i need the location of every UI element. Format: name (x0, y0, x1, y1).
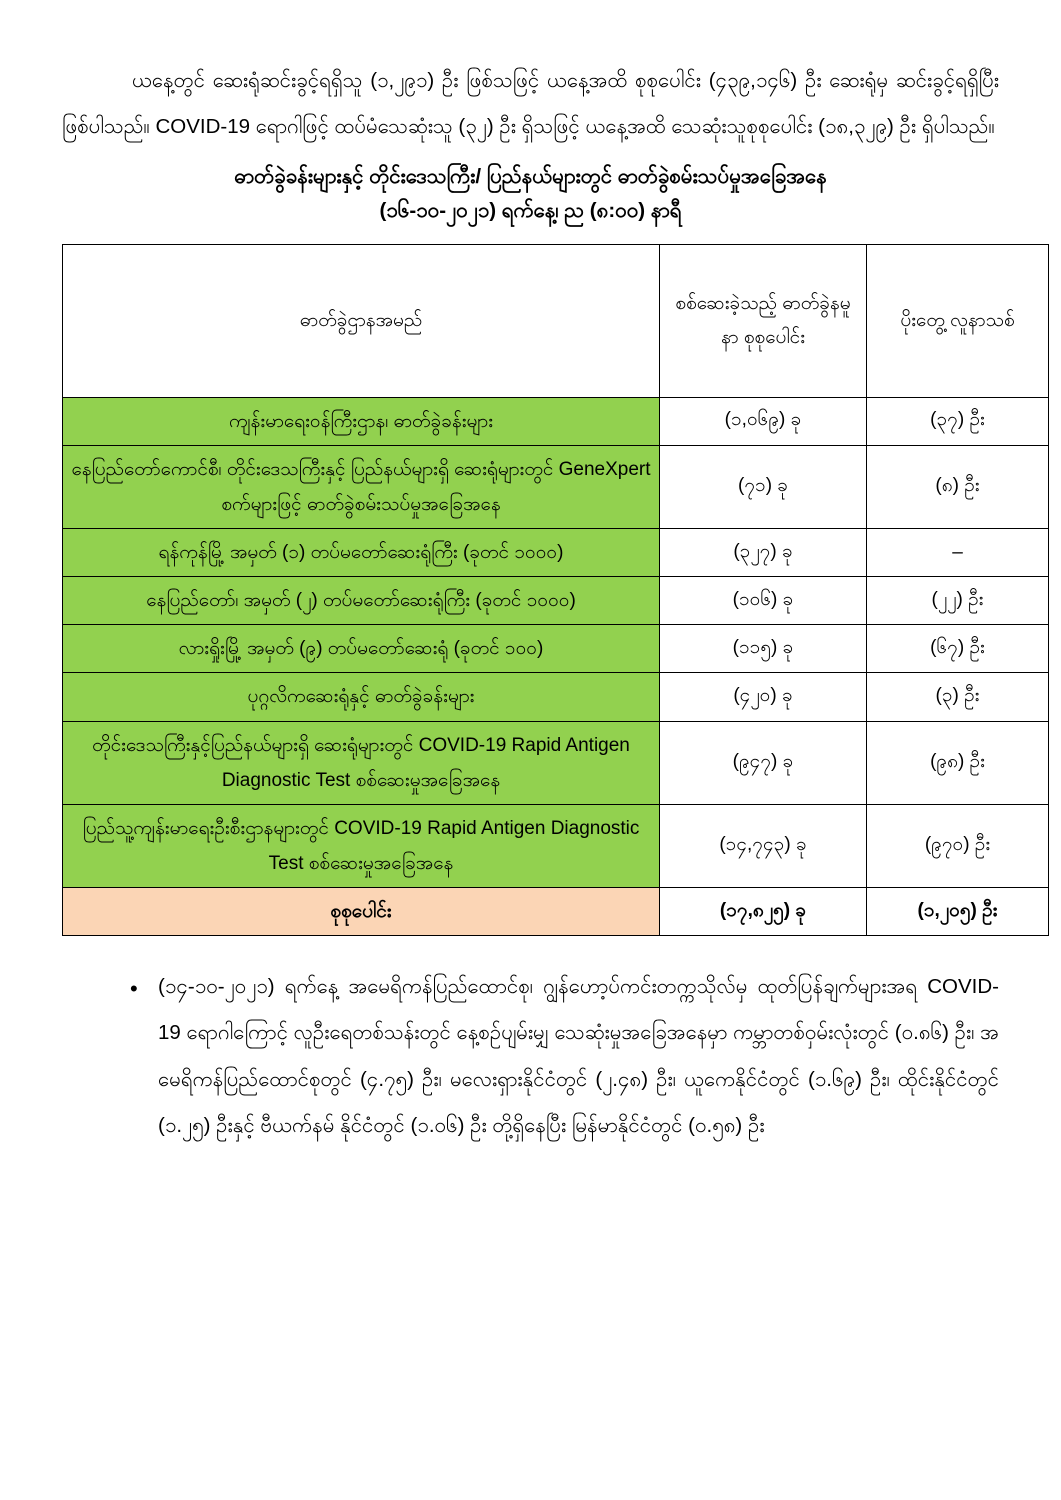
cell-samples-tested: (၁,၀၆၉) ခု (660, 397, 867, 445)
cell-lab-name: ပုဂ္ဂလိကဆေးရုံနှင့် ဓာတ်ခွဲခန်းများ (63, 673, 660, 721)
cell-samples-tested: (၉၄၇) ခု (660, 721, 867, 804)
cell-lab-name: နေပြည်တော်ကောင်စီ၊ တိုင်းဒေသကြီးနှင့် ပြည်နယ်များရှိ ဆေးရုံများတွင် GeneXpert စက်များဖြင့် ဓာတ်ခွဲစမ်းသပ်မှုအခြေအနေ (63, 445, 660, 528)
table-body (63, 397, 1049, 936)
cell-samples-tested: (၁၄,၇၄၃) ခု (660, 804, 867, 887)
cell-samples-tested: (၃၂၇) ခု (660, 528, 867, 576)
column-header-lab-name: ဓာတ်ခွဲဌာနအမည် (63, 244, 660, 397)
cell-lab-name: ကျန်းမာရေးဝန်ကြီးဌာန၊ ဓာတ်ခွဲခန်းများ (63, 397, 660, 445)
column-header-new-cases: ပိုးတွေ့ လူနာသစ် (867, 244, 1049, 397)
cell-new-cases: (၈) ဦး (867, 445, 1049, 528)
table-row (63, 673, 1049, 721)
lab-testing-table (62, 244, 1049, 937)
cell-new-cases: (၃) ဦး (867, 673, 1049, 721)
cell-new-cases: (၂၂) ဦး (867, 577, 1049, 625)
footnote-list (62, 964, 999, 1149)
table-row (63, 528, 1049, 576)
cell-new-cases: – (867, 528, 1049, 576)
table-row (63, 445, 1049, 528)
cell-lab-name: ရန်ကုန်မြို့ အမှတ် (၁) တပ်မတော်ဆေးရုံကြီး (ခုတင် ၁၀၀၀) (63, 528, 660, 576)
cell-samples-tested: (၇၁) ခု (660, 445, 867, 528)
list-item: • (၁၄-၁၀-၂၀၂၁) ရက်နေ့ အမေရိကန်ပြည်ထောင်စု၊ ဂျွန်ဟော့ပ်ကင်းတက္ကသိုလ်မှ ထုတ်ပြန်ချက်များအရ COVID-19 ရောဂါကြောင့် လူဦးရေတစ်သန်းတွင် နေ့စဉ်ပျမ်းမျှ သေဆုံးမှုအခြေအနေမှာ ကမ္ဘာတစ်ဝှမ်းလုံးတွင် (၀.၈၆) ဦး၊ အမေရိကန်ပြည်ထောင်စုတွင် (၄.၇၅) ဦး၊ မလေးရှားနိုင်ငံတွင် (၂.၄၈) ဦး၊ ယူကေနိုင်ငံတွင် (၁.၆၉) ဦး၊ ထိုင်းနိုင်ငံတွင် (၁.၂၅) ဦးနှင့် ဗီယက်နမ် နိုင်ငံတွင် (၁.၀၆) ဦး တို့ရှိနေပြီး မြန်မာနိုင်ငံတွင် (၀.၅၈) ဦး (158, 964, 999, 1149)
table-header (63, 244, 1049, 397)
cell-samples-tested: (၁၀၆) ခု (660, 577, 867, 625)
cell-total-label: စုစုပေါင်း (63, 888, 660, 936)
table-row (63, 721, 1049, 804)
table-header-row (63, 244, 1049, 397)
table-row (63, 577, 1049, 625)
cell-lab-name: တိုင်းဒေသကြီးနှင့်ပြည်နယ်များရှိ ဆေးရုံများတွင် COVID-19 Rapid Antigen Diagnostic Test စစ်ဆေးမှုအခြေအနေ (63, 721, 660, 804)
table-row (63, 625, 1049, 673)
column-header-samples-tested: စစ်ဆေးခဲ့သည့် ဓာတ်ခွဲနမူနာ စုစုပေါင်း (660, 244, 867, 397)
cell-samples-tested: (၄၂၀) ခု (660, 673, 867, 721)
cell-lab-name: ပြည်သူ့ကျန်းမာရေးဦးစီးဌာနများတွင် COVID-19 Rapid Antigen Diagnostic Test စစ်ဆေးမှုအခြေအနေ (63, 804, 660, 887)
intro-paragraph: ယနေ့တွင် ဆေးရုံဆင်းခွင့်ရရှိသူ (၁,၂၉၁) ဦး ဖြစ်သဖြင့် ယနေ့အထိ စုစုပေါင်း (၄၃၉,၁၄၆) ဦး ဆေးရုံမှ ဆင်းခွင့်ရရှိပြီး ဖြစ်ပါသည်။ COVID-19 ရောဂါဖြင့် ထပ်မံသေဆုံးသူ (၃၂) ဦး ရှိသဖြင့် ယနေ့အထိ သေဆုံးသူစုစုပေါင်း (၁၈,၃၂၉) ဦး ရှိပါသည်။ (62, 69, 999, 138)
cell-total-samples-tested: (၁၇,၈၂၅) ခု (660, 888, 867, 936)
cell-total-new-cases: (၁,၂၀၅) ဦး (867, 888, 1049, 936)
table-row (63, 804, 1049, 887)
cell-lab-name: လားရှိုးမြို့ အမှတ် (၉) တပ်မတော်ဆေးရုံ (ခုတင် ၁၀၀) (63, 625, 660, 673)
section-heading-line2: (၁၆-၁၀-၂၀၂၁) ရက်နေ့၊ ည (၈:၀၀) နာရီ (379, 198, 682, 222)
table-total-row (63, 888, 1049, 936)
cell-samples-tested: (၁၁၅) ခု (660, 625, 867, 673)
cell-lab-name: နေပြည်တော်၊ အမှတ် (၂) တပ်မတော်ဆေးရုံကြီး (ခုတင် ၁၀၀၀) (63, 577, 660, 625)
cell-new-cases: (၃၇) ဦး (867, 397, 1049, 445)
cell-new-cases: (၉၇၀) ဦး (867, 804, 1049, 887)
table-row (63, 397, 1049, 445)
cell-new-cases: (၆၇) ဦး (867, 625, 1049, 673)
section-heading-line1: ဓာတ်ခွဲခန်းများနှင့် တိုင်းဒေသကြီး/ ပြည်နယ်များတွင် ဓာတ်ခွဲစမ်းသပ်မှုအခြေအနေ (234, 165, 827, 188)
cell-new-cases: (၉၈) ဦး (867, 721, 1049, 804)
